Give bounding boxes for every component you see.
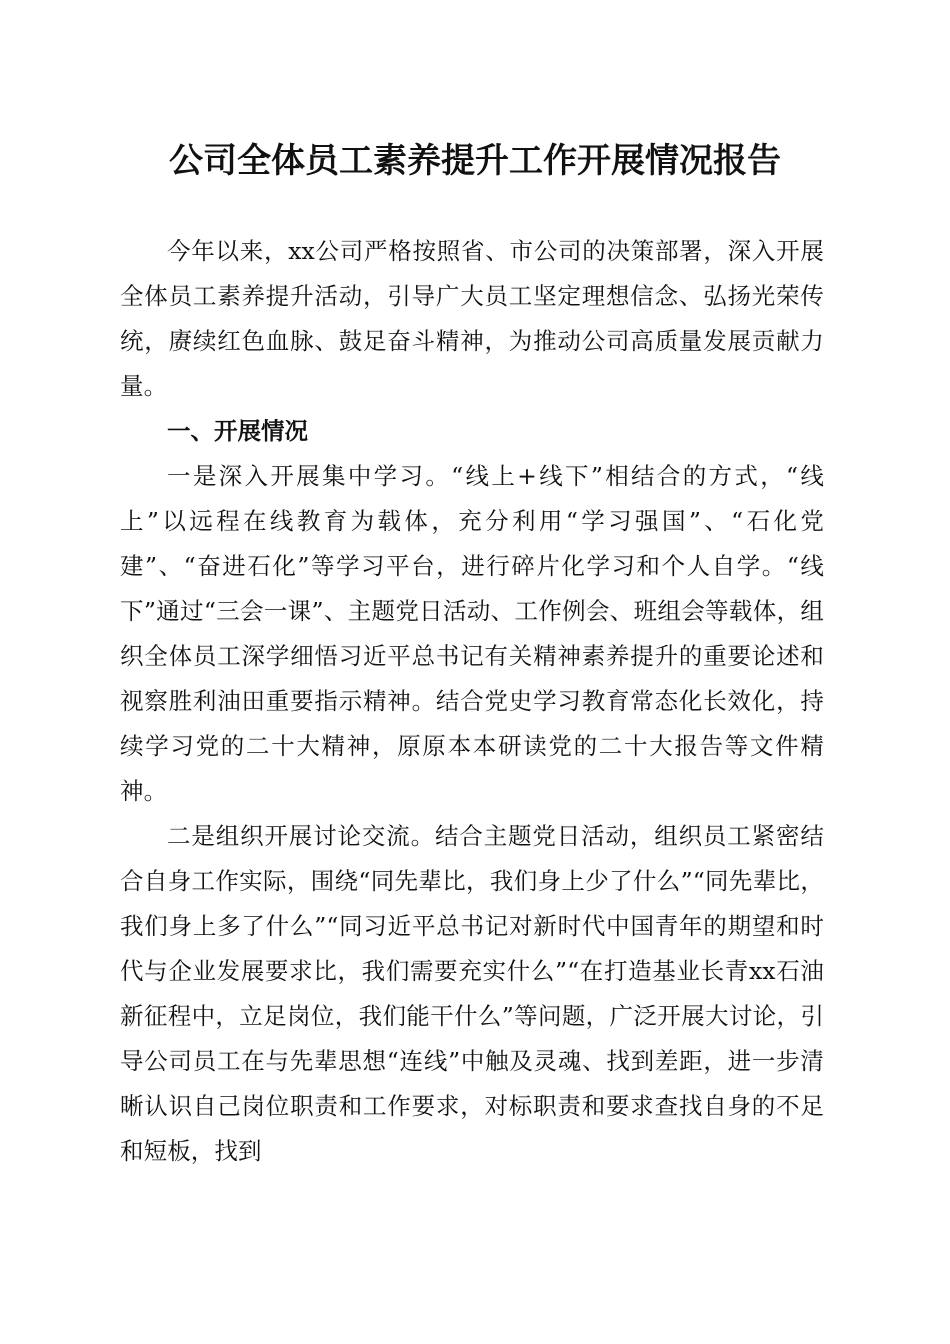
item-lead-2: 二是组织开展讨论交流。	[167, 822, 435, 850]
document-body	[120, 229, 824, 1174]
item-text-1: “线上+线下”相结合的方式，“线上”以远程在线教育为载体，充分利用“学习强国”、“石化党建”、“奋进石化”等学习平台，进行碎片化学习和个人自学。“线下”通过“三会一课”、主题党日活动、工作例会、班组会等载体，组织全体员工深学细悟习近平总书记有关精神素养提升的重要论述和视察胜利油田重要指示精神。结合党史学习教育常态化长效化，持续学习党的二十大精神，原原本本研读党的二十大报告等文件精神。	[120, 462, 824, 805]
section-heading: 一、开展情况	[167, 417, 308, 445]
document-title: 公司全体员工素养提升工作开展情况报告	[169, 141, 781, 181]
intro-paragraph: 今年以来，xx公司严格按照省、市公司的决策部署，深入开展全体员工素养提升活动，引导广大员工坚定理想信念、弘扬光荣传统，赓续红色血脉、鼓足奋斗精神，为推动公司高质量发展贡献力量。	[120, 237, 824, 400]
item-paragraph-1	[120, 454, 824, 814]
item-paragraph-2	[120, 814, 824, 1174]
item-text-2: 结合主题党日活动，组织员工紧密结合自身工作实际，围绕“同先辈比，我们身上少了什么”“同先辈比，我们身上多了什么”“同习近平总书记对新时代中国青年的期望和时代与企业发展要求比，我们需要充实什么”“在打造基业长青xx石油新征程中，立足岗位，我们能干什么”等问题，广泛开展大讨论，引导公司员工在与先辈思想“连线”中触及灵魂、找到差距，进一步清晰认识自己岗位职责和工作要求，对标职责和要求查找自身的不足和短板，找到	[120, 822, 824, 1165]
item-lead-1: 一是深入开展集中学习。	[167, 462, 452, 490]
